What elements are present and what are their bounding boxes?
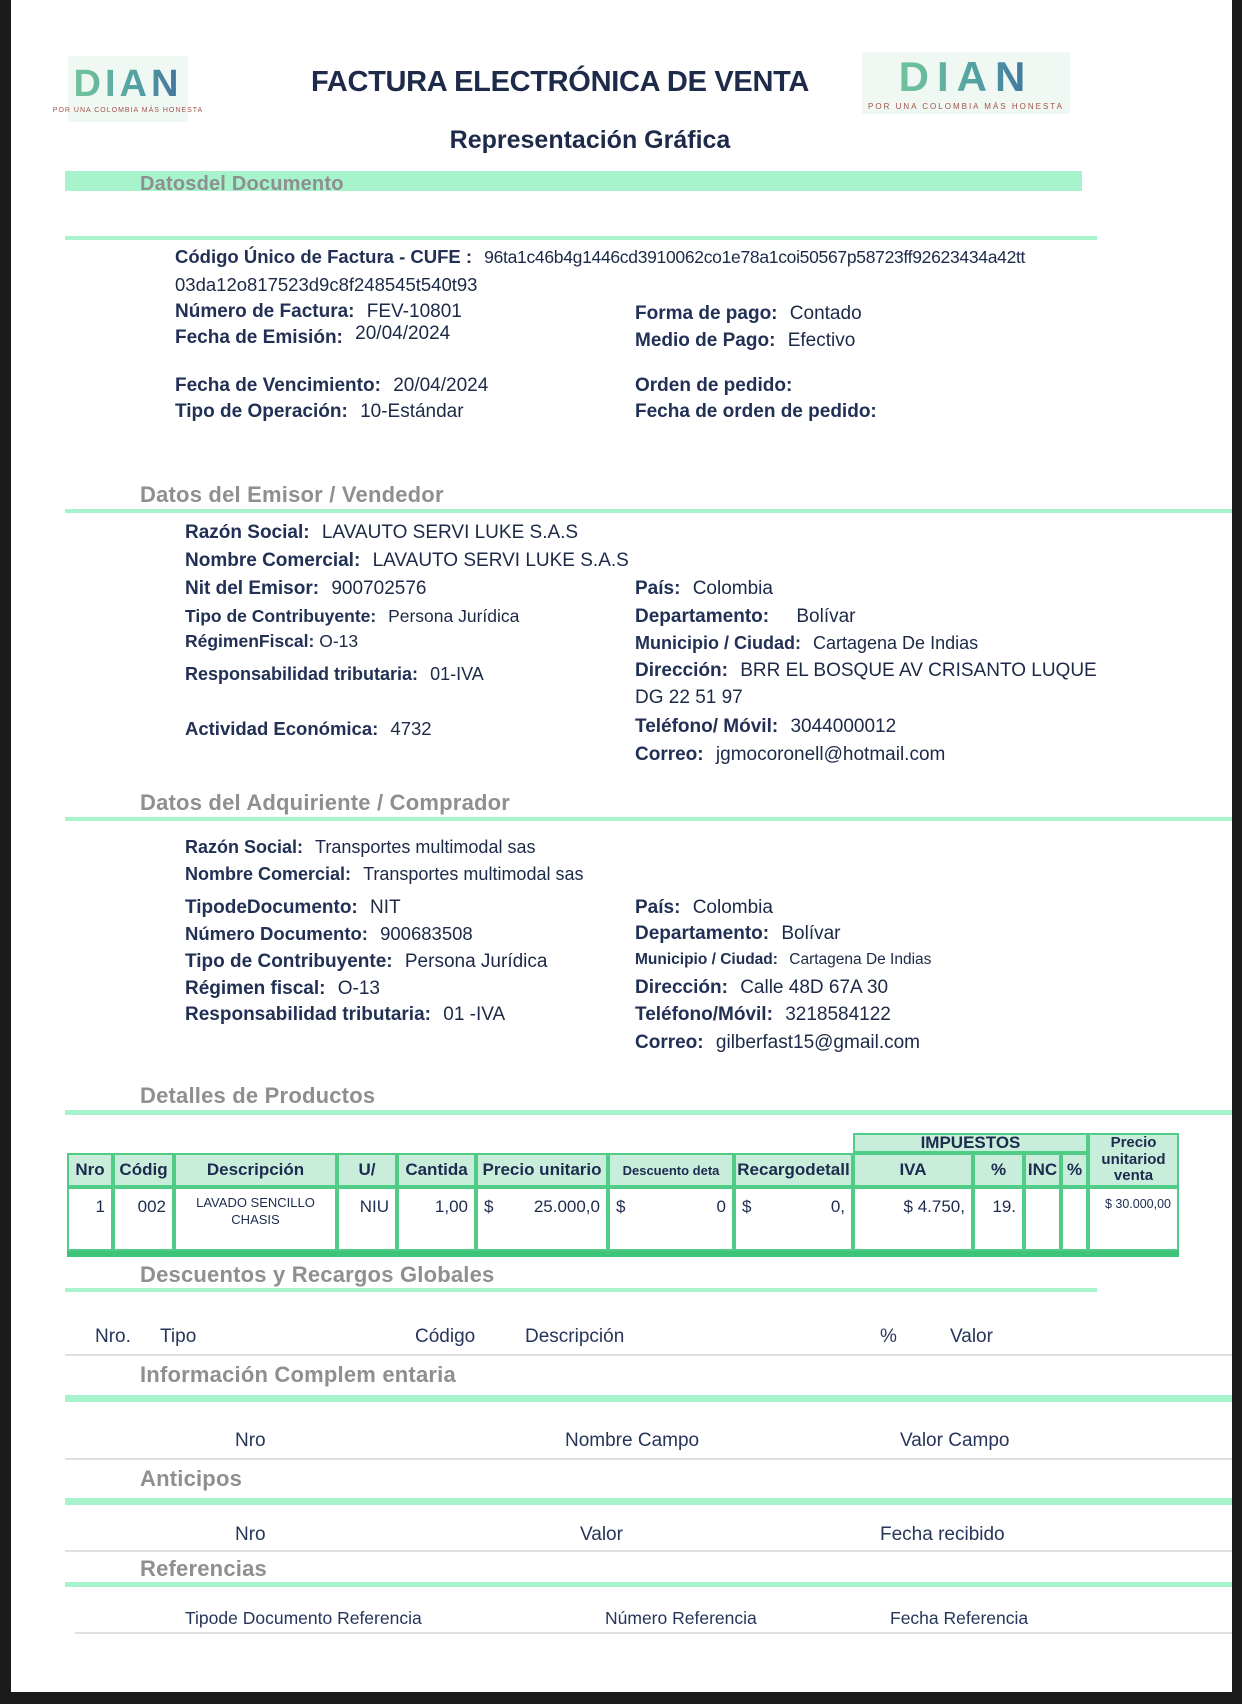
currency-sign: $ [484, 1197, 494, 1216]
dian-logo-tagline: POR UNA COLOMBIA MÁS HONESTA [52, 106, 204, 114]
field-label: Tipo de Contribuyente: [185, 606, 377, 626]
products-table [67, 1133, 1179, 1257]
field-value: NIT [370, 897, 401, 918]
field-adq-nombre [185, 864, 583, 885]
field-emisor-regimen [185, 631, 358, 652]
field-label: Código Único de Factura - CUFE : [175, 246, 473, 267]
field-value: O-13 [319, 631, 359, 651]
dian-logo-left [52, 56, 204, 122]
field-value: Bolívar [781, 923, 841, 944]
field-label: Régimen fiscal: [185, 978, 326, 999]
field-value: 3044000012 [790, 716, 897, 737]
field-label: Razón Social: [185, 837, 304, 857]
divider [75, 1632, 1232, 1634]
field-emisor-correo [635, 744, 945, 766]
field-emisor-razon [185, 522, 578, 544]
field-medio-pago [635, 330, 855, 352]
col-header-valor-campo: Valor Campo [900, 1430, 1010, 1451]
table-group-header-impuestos: IMPUESTOS [853, 1133, 1088, 1153]
document-subtitle: Representación Gráfica [449, 126, 731, 154]
field-adq-direccion [635, 977, 888, 999]
table-col-header-precio-venta: Precio unitariod venta [1088, 1133, 1179, 1187]
field-value: LAVAUTO SERVI LUKE S.A.S [321, 522, 579, 543]
field-label: Nit del Emisor: [185, 578, 320, 599]
section-title-anticipos: Anticipos [140, 1466, 243, 1491]
field-adq-departamento [635, 923, 841, 945]
field-emisor-nit [185, 578, 426, 600]
col-header-pct: % [880, 1326, 897, 1347]
field-label: Teléfono/Móvil: [635, 1004, 773, 1025]
section-line-productos [65, 1110, 1232, 1115]
field-label: Orden de pedido: [635, 375, 793, 396]
field-adq-correo [635, 1032, 920, 1054]
field-label: Fecha de orden de pedido: [635, 401, 877, 422]
field-emisor-municipio [635, 633, 978, 654]
field-adq-telefono [635, 1004, 891, 1026]
field-label: Teléfono/ Móvil: [635, 716, 779, 737]
field-forma-pago [635, 303, 862, 325]
field-value: LAVAUTO SERVI LUKE S.A.S [372, 550, 629, 571]
table-col-header-iva: IVA [853, 1153, 973, 1187]
field-emisor-telefono [635, 716, 896, 738]
field-label: Fecha de Vencimiento: [175, 375, 381, 396]
field-value: Colombia [692, 897, 773, 918]
field-label: Municipio / Ciudad: [635, 951, 778, 968]
dian-logo-text: DIAN [73, 62, 183, 105]
field-adq-tipo-contribuyente [185, 951, 547, 973]
table-col-header-cantidad: Cantida [397, 1153, 476, 1187]
col-header-nro: Nro [235, 1524, 266, 1545]
section-title-descuentos: Descuentos y Recargos Globales [140, 1262, 495, 1287]
cell-precio-venta: $ 30.000,00 [1088, 1187, 1179, 1251]
field-label: Actividad Económica: [185, 718, 379, 739]
field-value: Bolívar [796, 606, 856, 627]
dian-logo-tagline: POR UNA COLOMBIA MÁS HONESTA [868, 101, 1064, 111]
section-title-referencias: Referencias [140, 1556, 267, 1581]
page-edge-bottom [11, 1692, 1232, 1704]
col-header-codigo: Código [415, 1326, 476, 1347]
field-label: Número Documento: [185, 923, 368, 944]
amount: 0 [716, 1197, 726, 1216]
field-value: Persona Jurídica [388, 606, 520, 626]
field-label: Tipo de Contribuyente: [185, 951, 393, 972]
page-edge-right [1232, 0, 1242, 1704]
section-line-documento [65, 236, 1097, 240]
field-label: Correo: [635, 744, 704, 765]
divider [65, 1550, 1232, 1552]
field-emisor-direccion-line2 [635, 687, 743, 709]
col-header-nro: Nro. [95, 1326, 131, 1347]
field-value: Cartagena De Indias [813, 633, 979, 653]
section-title-productos: Detalles de Productos [140, 1083, 376, 1108]
cell-iva: $ 4.750, [853, 1187, 973, 1251]
col-header-fecha-referencia: Fecha Referencia [890, 1608, 1029, 1628]
field-label: Nombre Comercial: [185, 550, 361, 571]
field-value: gilberfast15@gmail.com [715, 1032, 920, 1053]
cell-nro: 1 [67, 1187, 113, 1251]
table-col-header-iva-pct: % [973, 1153, 1024, 1187]
field-value: 03da12o817523d9c8f248545t540t93 [175, 274, 478, 295]
field-emisor-tipo-contribuyente [185, 606, 519, 627]
field-adq-tipo-documento [185, 897, 401, 919]
cell-descuento [608, 1187, 734, 1251]
field-emisor-nombre [185, 550, 629, 572]
field-label: Responsabilidad tributaria: [185, 1004, 431, 1025]
divider [65, 1354, 1232, 1356]
field-label: TipodeDocumento: [185, 897, 358, 918]
table-col-header-recargo: Recargodetall [734, 1153, 853, 1187]
field-value: 3218584122 [785, 1004, 891, 1025]
field-value: Transportes multimodal sas [363, 864, 584, 884]
field-value: 96ta1c46b4g1446cd3910062co1e78a1coi50567p58723ff92623434a42tt [484, 247, 1026, 267]
dian-logo-text: DIAN [898, 52, 1034, 100]
field-label: Tipo de Operación: [175, 401, 348, 422]
field-label: Razón Social: [185, 522, 310, 543]
section-line-informacion [65, 1395, 1232, 1402]
field-adq-responsabilidad [185, 1004, 505, 1026]
field-emisor-pais [635, 578, 773, 600]
divider [65, 1458, 1232, 1460]
field-cufe-line2 [175, 274, 477, 296]
amount: 0, [830, 1197, 845, 1216]
cell-inc [1024, 1187, 1061, 1251]
field-fecha-orden-pedido [635, 401, 884, 423]
section-title-documento: Datosdel Documento [140, 173, 344, 195]
page-edge-left [0, 0, 11, 1704]
currency-sign: $ [742, 1197, 752, 1216]
field-emisor-departamento [635, 606, 856, 628]
field-value: BRR EL BOSQUE AV CRISANTO LUQUE [740, 660, 1097, 681]
field-value: Cartagena De Indias [789, 951, 932, 968]
field-tipo-operacion [175, 401, 464, 423]
section-title-adquiriente: Datos del Adquiriente / Comprador [140, 790, 511, 815]
field-label: Dirección: [635, 977, 728, 998]
field-adq-numero-documento [185, 923, 473, 945]
field-label: Departamento: [635, 606, 770, 627]
amount: 25.000,0 [533, 1197, 600, 1216]
cell-codigo: 002 [113, 1187, 174, 1251]
cell-recargo [734, 1187, 853, 1251]
field-value: 01 -IVA [443, 1004, 506, 1025]
field-emisor-actividad [185, 718, 432, 740]
field-value: Contado [789, 303, 862, 324]
table-col-header-nro: Nro [67, 1153, 113, 1187]
field-adq-regimen [185, 978, 380, 1000]
field-value: DG 22 51 97 [635, 687, 743, 708]
col-header-nro: Nro [235, 1430, 266, 1451]
section-line-adquiriente [65, 817, 1232, 821]
table-col-header-descripcion: Descripción [174, 1153, 337, 1187]
field-fecha-emision [175, 323, 451, 349]
field-value: 01-IVA [430, 664, 484, 684]
field-value: Transportes multimodal sas [315, 837, 536, 857]
currency-sign: $ [616, 1197, 626, 1216]
field-value: jgmocoronell@hotmail.com [715, 744, 946, 765]
field-label: Fecha de Emisión: [175, 327, 343, 348]
dian-logo-right [862, 52, 1070, 114]
section-line-descuentos [65, 1288, 1097, 1292]
field-orden-pedido [635, 375, 799, 397]
field-label: Nombre Comercial: [185, 864, 352, 884]
field-label: Correo: [635, 1032, 704, 1053]
field-value: Calle 48D 67A 30 [740, 977, 889, 998]
cell-cantidad: 1,00 [397, 1187, 476, 1251]
field-label: Número de Factura: [175, 301, 355, 322]
field-value: FEV-10801 [366, 301, 462, 322]
table-col-header-inc: INC [1024, 1153, 1061, 1187]
cell-um: NIU [337, 1187, 397, 1251]
field-value: Efectivo [787, 330, 856, 351]
col-header-tipo: Tipo [160, 1326, 197, 1347]
field-label: Medio de Pago: [635, 330, 776, 351]
table-col-header-inc-pct: % [1061, 1153, 1088, 1187]
table-col-header-codigo: Códig [113, 1153, 174, 1187]
field-value: Persona Jurídica [404, 951, 548, 972]
section-line-emisor [65, 509, 1232, 513]
col-header-nombre-campo: Nombre Campo [565, 1430, 700, 1451]
col-header-valor: Valor [580, 1524, 623, 1545]
field-value: 20/04/2024 [355, 323, 451, 344]
section-line-anticipos [65, 1498, 1232, 1505]
field-label: País: [635, 897, 681, 918]
field-label: Municipio / Ciudad: [635, 633, 801, 653]
field-label: RégimenFiscal: [185, 631, 315, 651]
table-col-header-precio-unitario: Precio unitario [476, 1153, 608, 1187]
col-header-tipo-doc-referencia: Tipode Documento Referencia [185, 1608, 422, 1628]
col-header-numero-referencia: Número Referencia [605, 1608, 757, 1628]
col-header-descripcion: Descripción [525, 1326, 625, 1347]
field-label: Forma de pago: [635, 303, 778, 324]
field-emisor-direccion [635, 660, 1097, 682]
field-adq-municipio [635, 951, 931, 969]
field-label: Departamento: [635, 923, 770, 944]
col-header-valor: Valor [950, 1326, 993, 1347]
table-col-header-um: U/ [337, 1153, 397, 1187]
field-value: 10-Estándar [360, 401, 464, 422]
field-value: 900702576 [331, 578, 427, 599]
field-fecha-vencimiento [175, 375, 488, 397]
section-title-emisor: Datos del Emisor / Vendedor [140, 482, 444, 507]
section-title-informacion: Información Complem entaria [140, 1362, 456, 1387]
cell-precio-unitario [476, 1187, 608, 1251]
cell-iva-pct: 19. [973, 1187, 1024, 1251]
field-value: Colombia [692, 578, 773, 599]
field-value: 900683508 [380, 923, 473, 944]
field-value: 20/04/2024 [393, 375, 489, 396]
field-cufe [175, 246, 1025, 268]
cell-descripcion: LAVADO SENCILLO CHASIS [174, 1187, 337, 1251]
field-numero-factura [175, 301, 462, 323]
col-header-fecha-recibido: Fecha recibido [880, 1524, 1005, 1545]
field-adq-pais [635, 897, 773, 919]
cell-inc-pct [1061, 1187, 1088, 1251]
document-title: FACTURA ELECTRÓNICA DE VENTA [310, 66, 810, 98]
table-col-header-descuento: Descuento deta [608, 1153, 734, 1187]
field-emisor-responsabilidad [185, 664, 484, 685]
table-spacer [67, 1133, 853, 1153]
field-adq-razon [185, 837, 535, 858]
field-label: Dirección: [635, 660, 728, 681]
field-label: Responsabilidad tributaria: [185, 664, 419, 684]
section-line-referencias [65, 1582, 1232, 1587]
field-value: O-13 [337, 978, 380, 999]
field-value: 4732 [390, 718, 432, 739]
field-label: País: [635, 578, 681, 599]
